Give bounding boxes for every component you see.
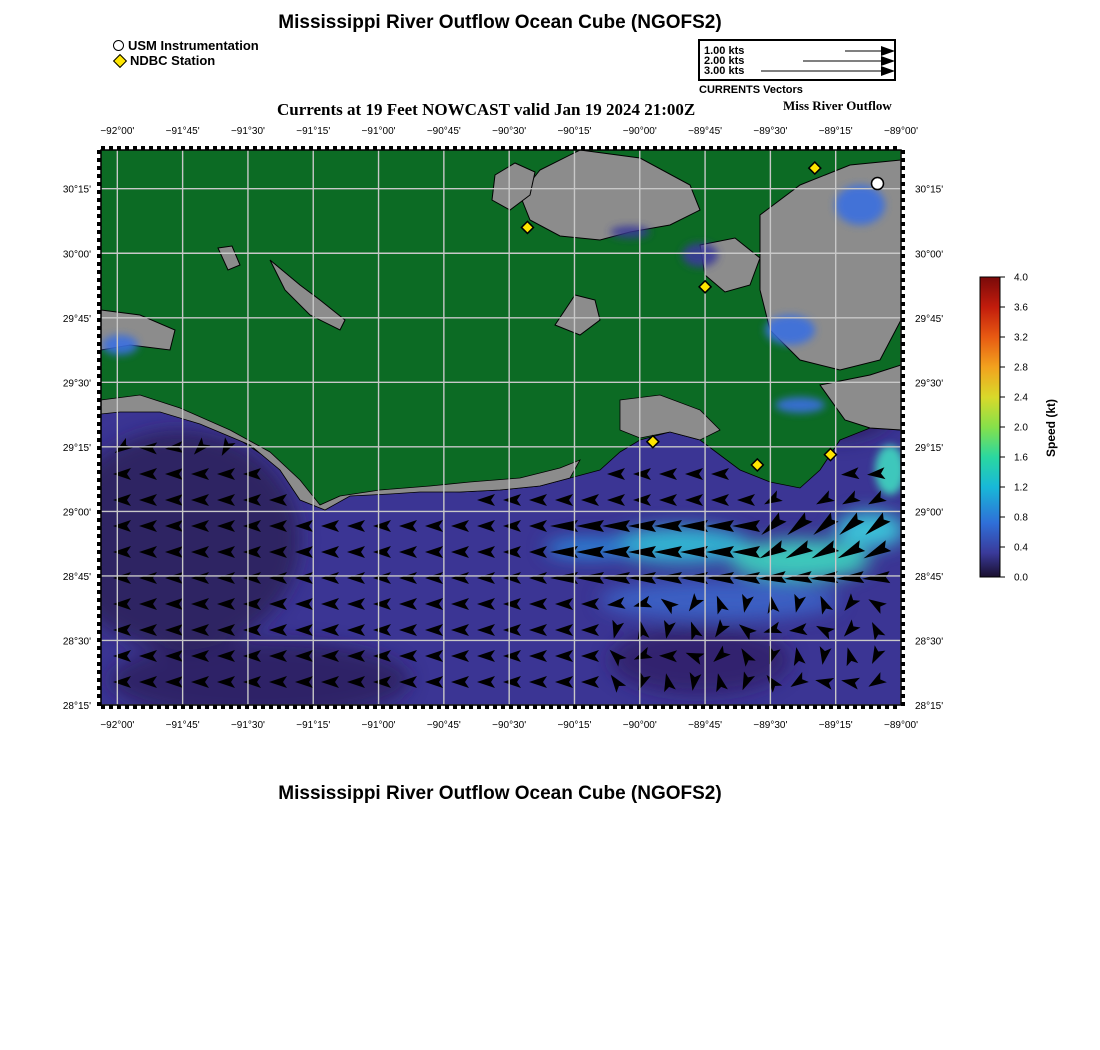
lon-tick-label: −91°00' — [361, 720, 396, 731]
map-subtitle: Currents at 19 Feet NOWCAST valid Jan 19 2024 21:00Z — [277, 100, 696, 119]
vector-key-label: 2.00 kts — [704, 55, 745, 67]
colorbar-label: Speed (kt) — [1044, 398, 1058, 458]
lat-tick-label: 29°45' — [915, 313, 944, 325]
colorbar-tick-label: 2.4 — [1014, 392, 1028, 404]
lon-tick-label: −89°00' — [884, 720, 918, 731]
lon-tick-label: −90°00' — [622, 126, 657, 137]
colorbar-tick-label: 3.2 — [1014, 332, 1028, 344]
colorbar-tick-label: 2.8 — [1014, 362, 1028, 374]
lat-labels-right — [915, 185, 943, 712]
lon-tick-label: −91°15' — [296, 126, 331, 137]
colorbar-tick-label: 3.6 — [1014, 302, 1028, 314]
colorbar-ramp — [980, 277, 1000, 577]
colorbar-tick-label: 2.0 — [1014, 422, 1028, 434]
colorbar-tick-label: 1.2 — [1014, 482, 1028, 494]
colorbar-tick-label: 0.0 — [1014, 572, 1028, 584]
lon-tick-label: −89°15' — [818, 126, 853, 137]
lat-tick-label: 30°15' — [915, 184, 944, 196]
lon-tick-label: −89°45' — [688, 720, 723, 731]
lon-tick-label: −89°30' — [753, 720, 788, 731]
lon-tick-label: −92°00' — [100, 126, 135, 137]
lat-tick-label: 29°30' — [62, 378, 91, 390]
lat-tick-label: 30°00' — [915, 249, 944, 261]
lon-tick-label: −89°45' — [688, 126, 723, 137]
lon-tick-label: −92°00' — [100, 720, 135, 731]
colorbar-tick-label: 0.8 — [1014, 512, 1028, 524]
footer-title: Mississippi River Outflow Ocean Cube (NGOFS2) — [278, 783, 722, 804]
colorbar-tick-label: 0.4 — [1014, 542, 1028, 554]
lon-tick-label: −89°30' — [753, 126, 788, 137]
lat-tick-label: 29°45' — [62, 313, 91, 325]
lat-tick-label: 29°15' — [62, 442, 91, 454]
region-label: Miss River Outflow — [783, 98, 892, 113]
lon-tick-label: −90°15' — [557, 126, 592, 137]
lon-tick-label: −89°15' — [818, 720, 853, 731]
vector-key-label: 3.00 kts — [704, 65, 745, 77]
lon-tick-label: −90°45' — [426, 126, 461, 137]
vector-key-caption: CURRENTS Vectors — [699, 84, 803, 96]
lat-labels-left — [63, 185, 91, 712]
lat-tick-label: 30°00' — [62, 249, 91, 261]
usm-station-marker[interactable] — [871, 178, 883, 190]
lat-tick-label: 28°15' — [915, 701, 944, 712]
lon-tick-label: −89°00' — [884, 126, 918, 137]
legend-label-usm: USM Instrumentation — [128, 38, 259, 53]
lat-tick-label: 29°30' — [915, 378, 944, 390]
lat-tick-label: 28°30' — [915, 636, 944, 648]
colorbar-tick-label: 4.0 — [1014, 272, 1028, 284]
lat-tick-label: 29°15' — [915, 442, 944, 454]
lat-tick-label: 29°00' — [915, 507, 944, 519]
lon-tick-label: −91°30' — [230, 126, 265, 137]
lon-tick-label: −90°30' — [492, 126, 527, 137]
lon-labels-top — [100, 126, 918, 137]
lon-tick-label: −90°15' — [557, 720, 592, 731]
lon-tick-label: −91°45' — [165, 720, 200, 731]
legend-label-ndbc: NDBC Station — [130, 53, 216, 68]
lon-tick-label: −90°30' — [492, 720, 527, 731]
lon-tick-label: −90°00' — [622, 720, 657, 731]
lat-tick-label: 30°15' — [62, 184, 91, 196]
lon-tick-label: −91°45' — [165, 126, 200, 137]
lon-tick-label: −91°30' — [230, 720, 265, 731]
lon-tick-label: −91°00' — [361, 126, 396, 137]
lon-labels-bottom — [100, 720, 918, 731]
lat-tick-label: 28°45' — [915, 571, 944, 583]
lon-tick-label: −91°15' — [296, 720, 331, 731]
lat-tick-label: 28°45' — [62, 571, 91, 583]
lat-tick-label: 28°30' — [62, 636, 91, 648]
vector-key-label: 1.00 kts — [704, 45, 745, 57]
lat-tick-label: 29°00' — [62, 507, 91, 519]
colorbar-tick-label: 1.6 — [1014, 452, 1028, 464]
page-title: Mississippi River Outflow Ocean Cube (NGOFS2) — [278, 12, 722, 33]
lat-tick-label: 28°15' — [62, 701, 91, 712]
lon-tick-label: −90°45' — [426, 720, 461, 731]
